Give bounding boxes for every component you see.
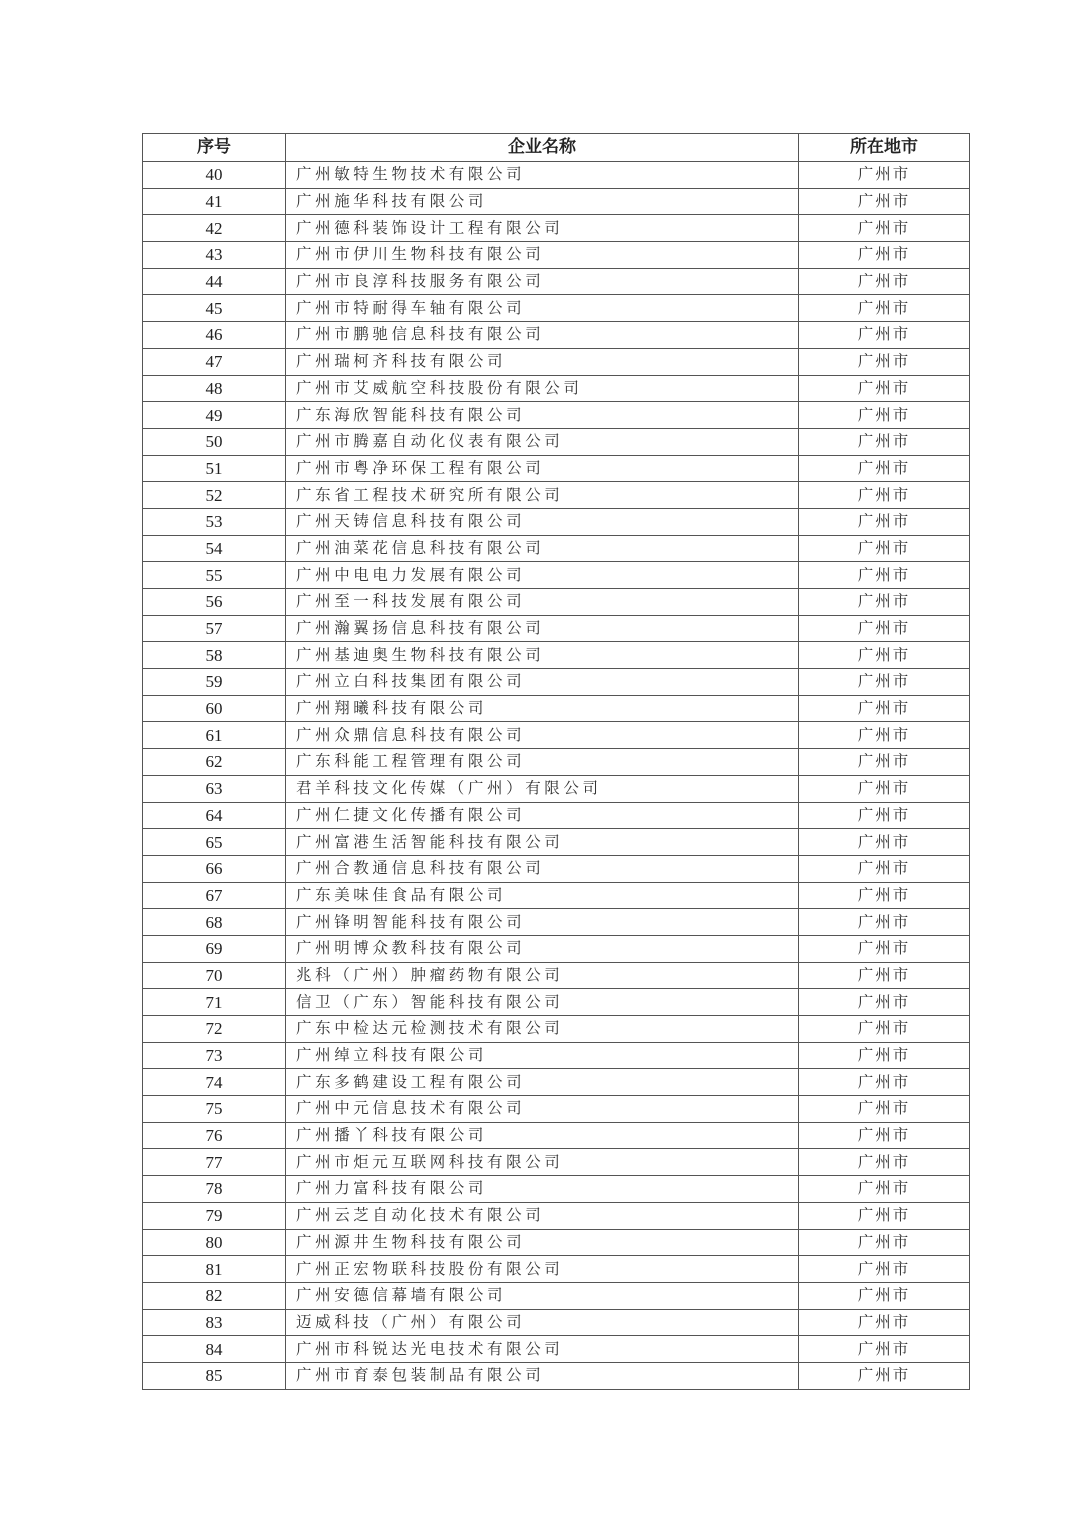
company-name: 广州绰立科技有限公司 bbox=[286, 1042, 799, 1069]
company-name: 广州源井生物科技有限公司 bbox=[286, 1229, 799, 1256]
row-index: 47 bbox=[143, 348, 286, 375]
row-index: 52 bbox=[143, 482, 286, 509]
company-name: 广东科能工程管理有限公司 bbox=[286, 749, 799, 776]
city: 广州市 bbox=[799, 1122, 970, 1149]
company-name: 广州中元信息技术有限公司 bbox=[286, 1096, 799, 1123]
city: 广州市 bbox=[799, 482, 970, 509]
table-row bbox=[143, 1229, 970, 1256]
row-index: 41 bbox=[143, 188, 286, 215]
row-index: 58 bbox=[143, 642, 286, 669]
row-index: 66 bbox=[143, 855, 286, 882]
city: 广州市 bbox=[799, 1229, 970, 1256]
table-row bbox=[143, 615, 970, 642]
city: 广州市 bbox=[799, 722, 970, 749]
row-index: 49 bbox=[143, 402, 286, 429]
city: 广州市 bbox=[799, 989, 970, 1016]
row-index: 71 bbox=[143, 989, 286, 1016]
city: 广州市 bbox=[799, 749, 970, 776]
row-index: 53 bbox=[143, 508, 286, 535]
row-index: 46 bbox=[143, 322, 286, 349]
table-row bbox=[143, 642, 970, 669]
company-name: 广东多鹤建设工程有限公司 bbox=[286, 1069, 799, 1096]
row-index: 57 bbox=[143, 615, 286, 642]
table-row bbox=[143, 909, 970, 936]
city: 广州市 bbox=[799, 1362, 970, 1389]
row-index: 75 bbox=[143, 1096, 286, 1123]
table-row bbox=[143, 1256, 970, 1283]
company-name: 广州天铸信息科技有限公司 bbox=[286, 508, 799, 535]
company-name: 广州安德信幕墙有限公司 bbox=[286, 1282, 799, 1309]
table-row bbox=[143, 1282, 970, 1309]
row-index: 59 bbox=[143, 669, 286, 696]
table-row bbox=[143, 1176, 970, 1203]
city: 广州市 bbox=[799, 1256, 970, 1283]
city: 广州市 bbox=[799, 295, 970, 322]
company-name: 广州富港生活智能科技有限公司 bbox=[286, 829, 799, 856]
table-row bbox=[143, 215, 970, 242]
company-name: 广州市粤净环保工程有限公司 bbox=[286, 455, 799, 482]
city: 广州市 bbox=[799, 802, 970, 829]
company-name: 信卫（广东）智能科技有限公司 bbox=[286, 989, 799, 1016]
header-city: 所在地市 bbox=[799, 134, 970, 162]
table-row bbox=[143, 535, 970, 562]
company-name: 广州市腾嘉自动化仪表有限公司 bbox=[286, 428, 799, 455]
city: 广州市 bbox=[799, 562, 970, 589]
row-index: 82 bbox=[143, 1282, 286, 1309]
table-row bbox=[143, 802, 970, 829]
row-index: 60 bbox=[143, 695, 286, 722]
row-index: 81 bbox=[143, 1256, 286, 1283]
row-index: 42 bbox=[143, 215, 286, 242]
company-name: 广州播丫科技有限公司 bbox=[286, 1122, 799, 1149]
row-index: 63 bbox=[143, 775, 286, 802]
company-name: 广州力富科技有限公司 bbox=[286, 1176, 799, 1203]
row-index: 74 bbox=[143, 1069, 286, 1096]
company-name: 广东海欣智能科技有限公司 bbox=[286, 402, 799, 429]
table-row bbox=[143, 775, 970, 802]
table-row bbox=[143, 348, 970, 375]
company-name: 广州市特耐得车轴有限公司 bbox=[286, 295, 799, 322]
company-name: 广州合教通信息科技有限公司 bbox=[286, 855, 799, 882]
table-row bbox=[143, 1309, 970, 1336]
row-index: 73 bbox=[143, 1042, 286, 1069]
row-index: 70 bbox=[143, 962, 286, 989]
table-row bbox=[143, 882, 970, 909]
city: 广州市 bbox=[799, 535, 970, 562]
city: 广州市 bbox=[799, 188, 970, 215]
city: 广州市 bbox=[799, 615, 970, 642]
table-row bbox=[143, 855, 970, 882]
city: 广州市 bbox=[799, 215, 970, 242]
city: 广州市 bbox=[799, 508, 970, 535]
table-row bbox=[143, 1336, 970, 1363]
city: 广州市 bbox=[799, 1336, 970, 1363]
row-index: 51 bbox=[143, 455, 286, 482]
table-row bbox=[143, 428, 970, 455]
table-row bbox=[143, 1149, 970, 1176]
company-name: 广州德科装饰设计工程有限公司 bbox=[286, 215, 799, 242]
row-index: 83 bbox=[143, 1309, 286, 1336]
table-row bbox=[143, 1362, 970, 1389]
row-index: 72 bbox=[143, 1016, 286, 1043]
company-name: 广州明博众教科技有限公司 bbox=[286, 935, 799, 962]
city: 广州市 bbox=[799, 775, 970, 802]
table-header-row bbox=[143, 134, 970, 162]
table-row bbox=[143, 669, 970, 696]
enterprise-table bbox=[142, 133, 970, 1390]
table-body bbox=[143, 162, 970, 1390]
row-index: 69 bbox=[143, 935, 286, 962]
row-index: 64 bbox=[143, 802, 286, 829]
table-row bbox=[143, 1122, 970, 1149]
city: 广州市 bbox=[799, 909, 970, 936]
company-name: 广州立白科技集团有限公司 bbox=[286, 669, 799, 696]
row-index: 80 bbox=[143, 1229, 286, 1256]
table-row bbox=[143, 695, 970, 722]
city: 广州市 bbox=[799, 669, 970, 696]
city: 广州市 bbox=[799, 162, 970, 189]
row-index: 85 bbox=[143, 1362, 286, 1389]
row-index: 68 bbox=[143, 909, 286, 936]
row-index: 54 bbox=[143, 535, 286, 562]
row-index: 65 bbox=[143, 829, 286, 856]
table-row bbox=[143, 562, 970, 589]
city: 广州市 bbox=[799, 322, 970, 349]
table-row bbox=[143, 482, 970, 509]
city: 广州市 bbox=[799, 402, 970, 429]
city: 广州市 bbox=[799, 242, 970, 269]
row-index: 43 bbox=[143, 242, 286, 269]
city: 广州市 bbox=[799, 962, 970, 989]
city: 广州市 bbox=[799, 1016, 970, 1043]
company-name: 广州市科锐达光电技术有限公司 bbox=[286, 1336, 799, 1363]
company-name: 广东美味佳食品有限公司 bbox=[286, 882, 799, 909]
table-row bbox=[143, 375, 970, 402]
table-row bbox=[143, 749, 970, 776]
company-name: 君羊科技文化传媒（广州）有限公司 bbox=[286, 775, 799, 802]
city: 广州市 bbox=[799, 829, 970, 856]
company-name: 广东省工程技术研究所有限公司 bbox=[286, 482, 799, 509]
city: 广州市 bbox=[799, 855, 970, 882]
table-row bbox=[143, 989, 970, 1016]
row-index: 61 bbox=[143, 722, 286, 749]
company-name: 广州市良淳科技服务有限公司 bbox=[286, 268, 799, 295]
table-row bbox=[143, 1096, 970, 1123]
city: 广州市 bbox=[799, 1309, 970, 1336]
table-row bbox=[143, 455, 970, 482]
city: 广州市 bbox=[799, 1176, 970, 1203]
city: 广州市 bbox=[799, 1042, 970, 1069]
table-row bbox=[143, 1016, 970, 1043]
table-row bbox=[143, 162, 970, 189]
row-index: 84 bbox=[143, 1336, 286, 1363]
table-row bbox=[143, 935, 970, 962]
row-index: 67 bbox=[143, 882, 286, 909]
table-row bbox=[143, 322, 970, 349]
company-name: 广州市艾威航空科技股份有限公司 bbox=[286, 375, 799, 402]
table-row bbox=[143, 508, 970, 535]
city: 广州市 bbox=[799, 695, 970, 722]
row-index: 40 bbox=[143, 162, 286, 189]
company-name: 广州施华科技有限公司 bbox=[286, 188, 799, 215]
city: 广州市 bbox=[799, 348, 970, 375]
company-name: 广州正宏物联科技股份有限公司 bbox=[286, 1256, 799, 1283]
city: 广州市 bbox=[799, 455, 970, 482]
city: 广州市 bbox=[799, 935, 970, 962]
row-index: 50 bbox=[143, 428, 286, 455]
city: 广州市 bbox=[799, 1282, 970, 1309]
company-name: 广州油菜花信息科技有限公司 bbox=[286, 535, 799, 562]
row-index: 56 bbox=[143, 589, 286, 616]
company-name: 广州仁捷文化传播有限公司 bbox=[286, 802, 799, 829]
table-row bbox=[143, 268, 970, 295]
row-index: 78 bbox=[143, 1176, 286, 1203]
table-row bbox=[143, 722, 970, 749]
table-row bbox=[143, 1202, 970, 1229]
table-row bbox=[143, 829, 970, 856]
company-name: 广州市伊川生物科技有限公司 bbox=[286, 242, 799, 269]
company-name: 广州中电电力发展有限公司 bbox=[286, 562, 799, 589]
row-index: 62 bbox=[143, 749, 286, 776]
city: 广州市 bbox=[799, 375, 970, 402]
city: 广州市 bbox=[799, 1096, 970, 1123]
table-row bbox=[143, 402, 970, 429]
company-name: 广东中检达元检测技术有限公司 bbox=[286, 1016, 799, 1043]
table-row bbox=[143, 1042, 970, 1069]
table-row bbox=[143, 1069, 970, 1096]
table-row bbox=[143, 295, 970, 322]
row-index: 76 bbox=[143, 1122, 286, 1149]
company-name: 广州至一科技发展有限公司 bbox=[286, 589, 799, 616]
city: 广州市 bbox=[799, 642, 970, 669]
city: 广州市 bbox=[799, 1069, 970, 1096]
city: 广州市 bbox=[799, 1149, 970, 1176]
company-name: 广州众鼎信息科技有限公司 bbox=[286, 722, 799, 749]
company-name: 迈威科技（广州）有限公司 bbox=[286, 1309, 799, 1336]
company-name: 广州市鹏驰信息科技有限公司 bbox=[286, 322, 799, 349]
header-company-name: 企业名称 bbox=[286, 134, 799, 162]
company-name: 广州锋明智能科技有限公司 bbox=[286, 909, 799, 936]
table-row bbox=[143, 589, 970, 616]
company-name: 广州云芝自动化技术有限公司 bbox=[286, 1202, 799, 1229]
row-index: 48 bbox=[143, 375, 286, 402]
company-name: 兆科（广州）肿瘤药物有限公司 bbox=[286, 962, 799, 989]
header-index: 序号 bbox=[143, 134, 286, 162]
company-name: 广州市炬元互联网科技有限公司 bbox=[286, 1149, 799, 1176]
row-index: 77 bbox=[143, 1149, 286, 1176]
table-row bbox=[143, 188, 970, 215]
row-index: 79 bbox=[143, 1202, 286, 1229]
row-index: 44 bbox=[143, 268, 286, 295]
city: 广州市 bbox=[799, 1202, 970, 1229]
company-name: 广州基迪奥生物科技有限公司 bbox=[286, 642, 799, 669]
row-index: 45 bbox=[143, 295, 286, 322]
company-name: 广州市育泰包装制品有限公司 bbox=[286, 1362, 799, 1389]
city: 广州市 bbox=[799, 589, 970, 616]
row-index: 55 bbox=[143, 562, 286, 589]
company-name: 广州敏特生物技术有限公司 bbox=[286, 162, 799, 189]
table-row bbox=[143, 242, 970, 269]
company-name: 广州翔曦科技有限公司 bbox=[286, 695, 799, 722]
city: 广州市 bbox=[799, 268, 970, 295]
city: 广州市 bbox=[799, 882, 970, 909]
company-name: 广州瀚翼扬信息科技有限公司 bbox=[286, 615, 799, 642]
company-name: 广州瑞柯齐科技有限公司 bbox=[286, 348, 799, 375]
city: 广州市 bbox=[799, 428, 970, 455]
table-row bbox=[143, 962, 970, 989]
